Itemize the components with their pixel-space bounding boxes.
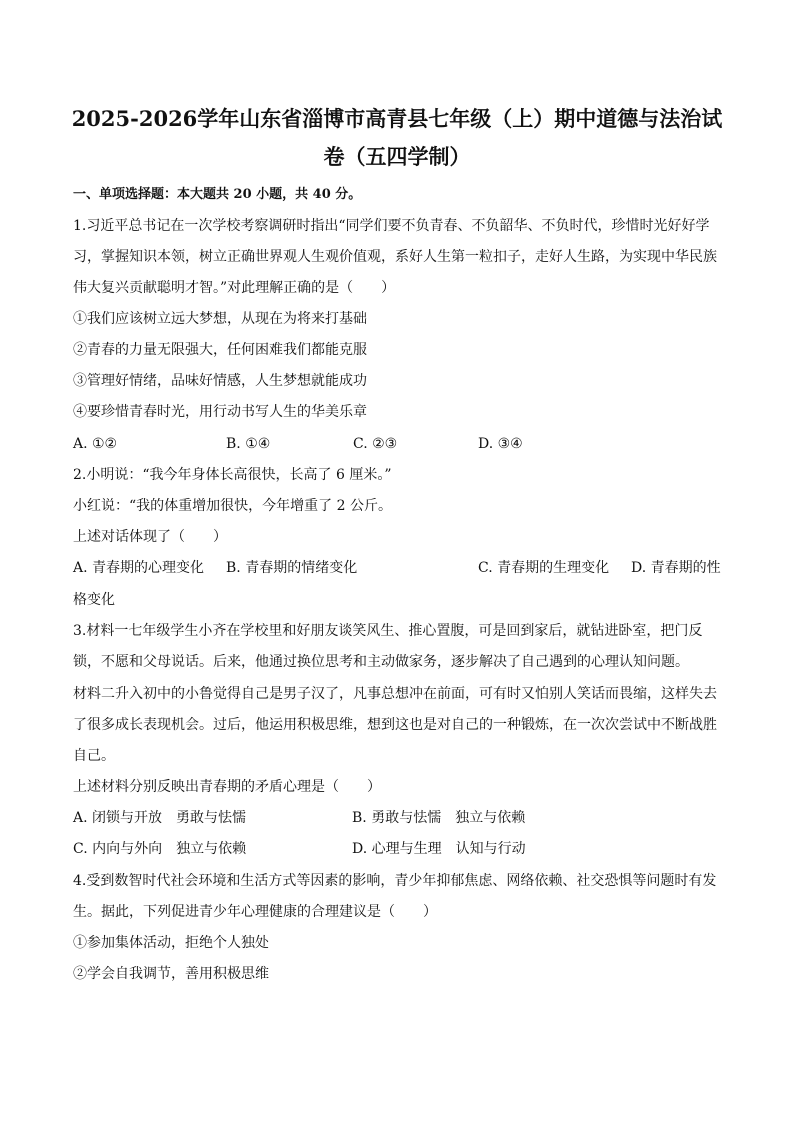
q2-stem-line: 上述对话体现了（ ）: [73, 529, 227, 545]
q1-stem-line: 伟大复兴贡献聪明才智。”对此理解正确的是（ ）: [73, 280, 396, 296]
q4-stem-line: 生。据此，下列促进青少年心理健康的合理建议是（ ）: [73, 904, 437, 920]
q2-option-d: D. 青春期的性: [631, 560, 721, 576]
q3-option-a: A. 闭锁与开放 勇敢与怯懦: [73, 810, 247, 826]
q2-options: [73, 558, 723, 578]
q1-options: [73, 434, 723, 454]
q2-option-c: C. 青春期的生理变化: [478, 560, 610, 576]
q1-option-a: A. ①②: [73, 436, 118, 452]
q1-statement: ④要珍惜青春时光，用行动书写人生的华美乐章: [73, 404, 367, 420]
exam-title-line-2: 卷（五四学制）: [323, 144, 471, 169]
q3-stem-line: 上述材料分别反映出青春期的矛盾心理是（ ）: [73, 779, 381, 795]
q2-option-b: B. 青春期的情绪变化: [226, 560, 358, 576]
q3-stem-line: 材料二升入初中的小鲁觉得自己是男子汉了，凡事总想冲在前面，可有时又怕别人笑话而畏缩，这样失去: [73, 686, 717, 702]
q2-stem-line: 小红说：“我的体重增加很快，今年增重了 2 公斤。: [73, 498, 392, 514]
q3-stem-line: 了很多成长表现机会。过后，他运用积极思维，想到这也是对自己的一种锻炼，在一次次尝试中不断战胜: [73, 717, 717, 733]
q1-statement: ①我们应该树立远大梦想，从现在为将来打基础: [73, 311, 367, 327]
q4-stem-line: 4.受到数智时代社会环境和生活方式等因素的影响，青少年抑郁焦虑、网络依赖、社交恐惧等问题时有发: [73, 873, 717, 889]
q3-stem-line: 3.材料一七年级学生小齐在学校里和好朋友谈笑风生、推心置腹，可是回到家后，就钻进卧室，把门反: [73, 623, 703, 639]
q2-option-a: A. 青春期的心理变化: [73, 560, 205, 576]
q3-options-row: [73, 808, 723, 828]
q1-option-b: B. ①④: [226, 436, 271, 452]
q1-option-d: D. ③④: [478, 436, 523, 452]
q3-option-d: D. 心理与生理 认知与行动: [352, 841, 526, 857]
section-heading: 一、单项选择题：本大题共 20 小题，共 40 分。: [73, 187, 362, 202]
q1-option-c: C. ②③: [353, 436, 398, 452]
q2-stem-line: 2.小明说：“我今年身体长高很快，长高了 6 厘米。”: [73, 467, 392, 483]
q1-statement: ②青春的力量无限强大，任何困难我们都能克服: [73, 342, 367, 358]
q3-stem-line: 锁，不愿和父母说话。后来，他通过换位思考和主动做家务，逐步解决了自己遇到的心理认知问题。: [73, 654, 689, 670]
q3-options-row: [73, 839, 723, 859]
exam-title-line-1: 2025-2026学年山东省淄博市高青县七年级（上）期中道德与法治试: [71, 106, 723, 131]
q1-stem-line: 1.习近平总书记在一次学校考察调研时指出“同学们要不负青春、不负韶华、不负时代，珍惜时光好好学: [73, 218, 710, 234]
q1-statement: ③管理好情绪，品味好情感，人生梦想就能成功: [73, 373, 367, 389]
q2-option-d-wrap: 格变化: [73, 592, 115, 608]
q3-option-b: B. 勇敢与怯懦 独立与依赖: [352, 810, 526, 826]
q4-statement: ①参加集体活动，拒绝个人独处: [73, 935, 269, 951]
q4-statement: ②学会自我调节，善用积极思维: [73, 966, 269, 982]
q3-option-c: C. 内向与外向 独立与依赖: [73, 841, 247, 857]
q1-stem-line: 习，掌握知识本领，树立正确世界观人生观价值观，系好人生第一粒扣子，走好人生路，为实现中华民族: [73, 249, 717, 265]
q3-stem-line: 自己。: [73, 748, 115, 764]
